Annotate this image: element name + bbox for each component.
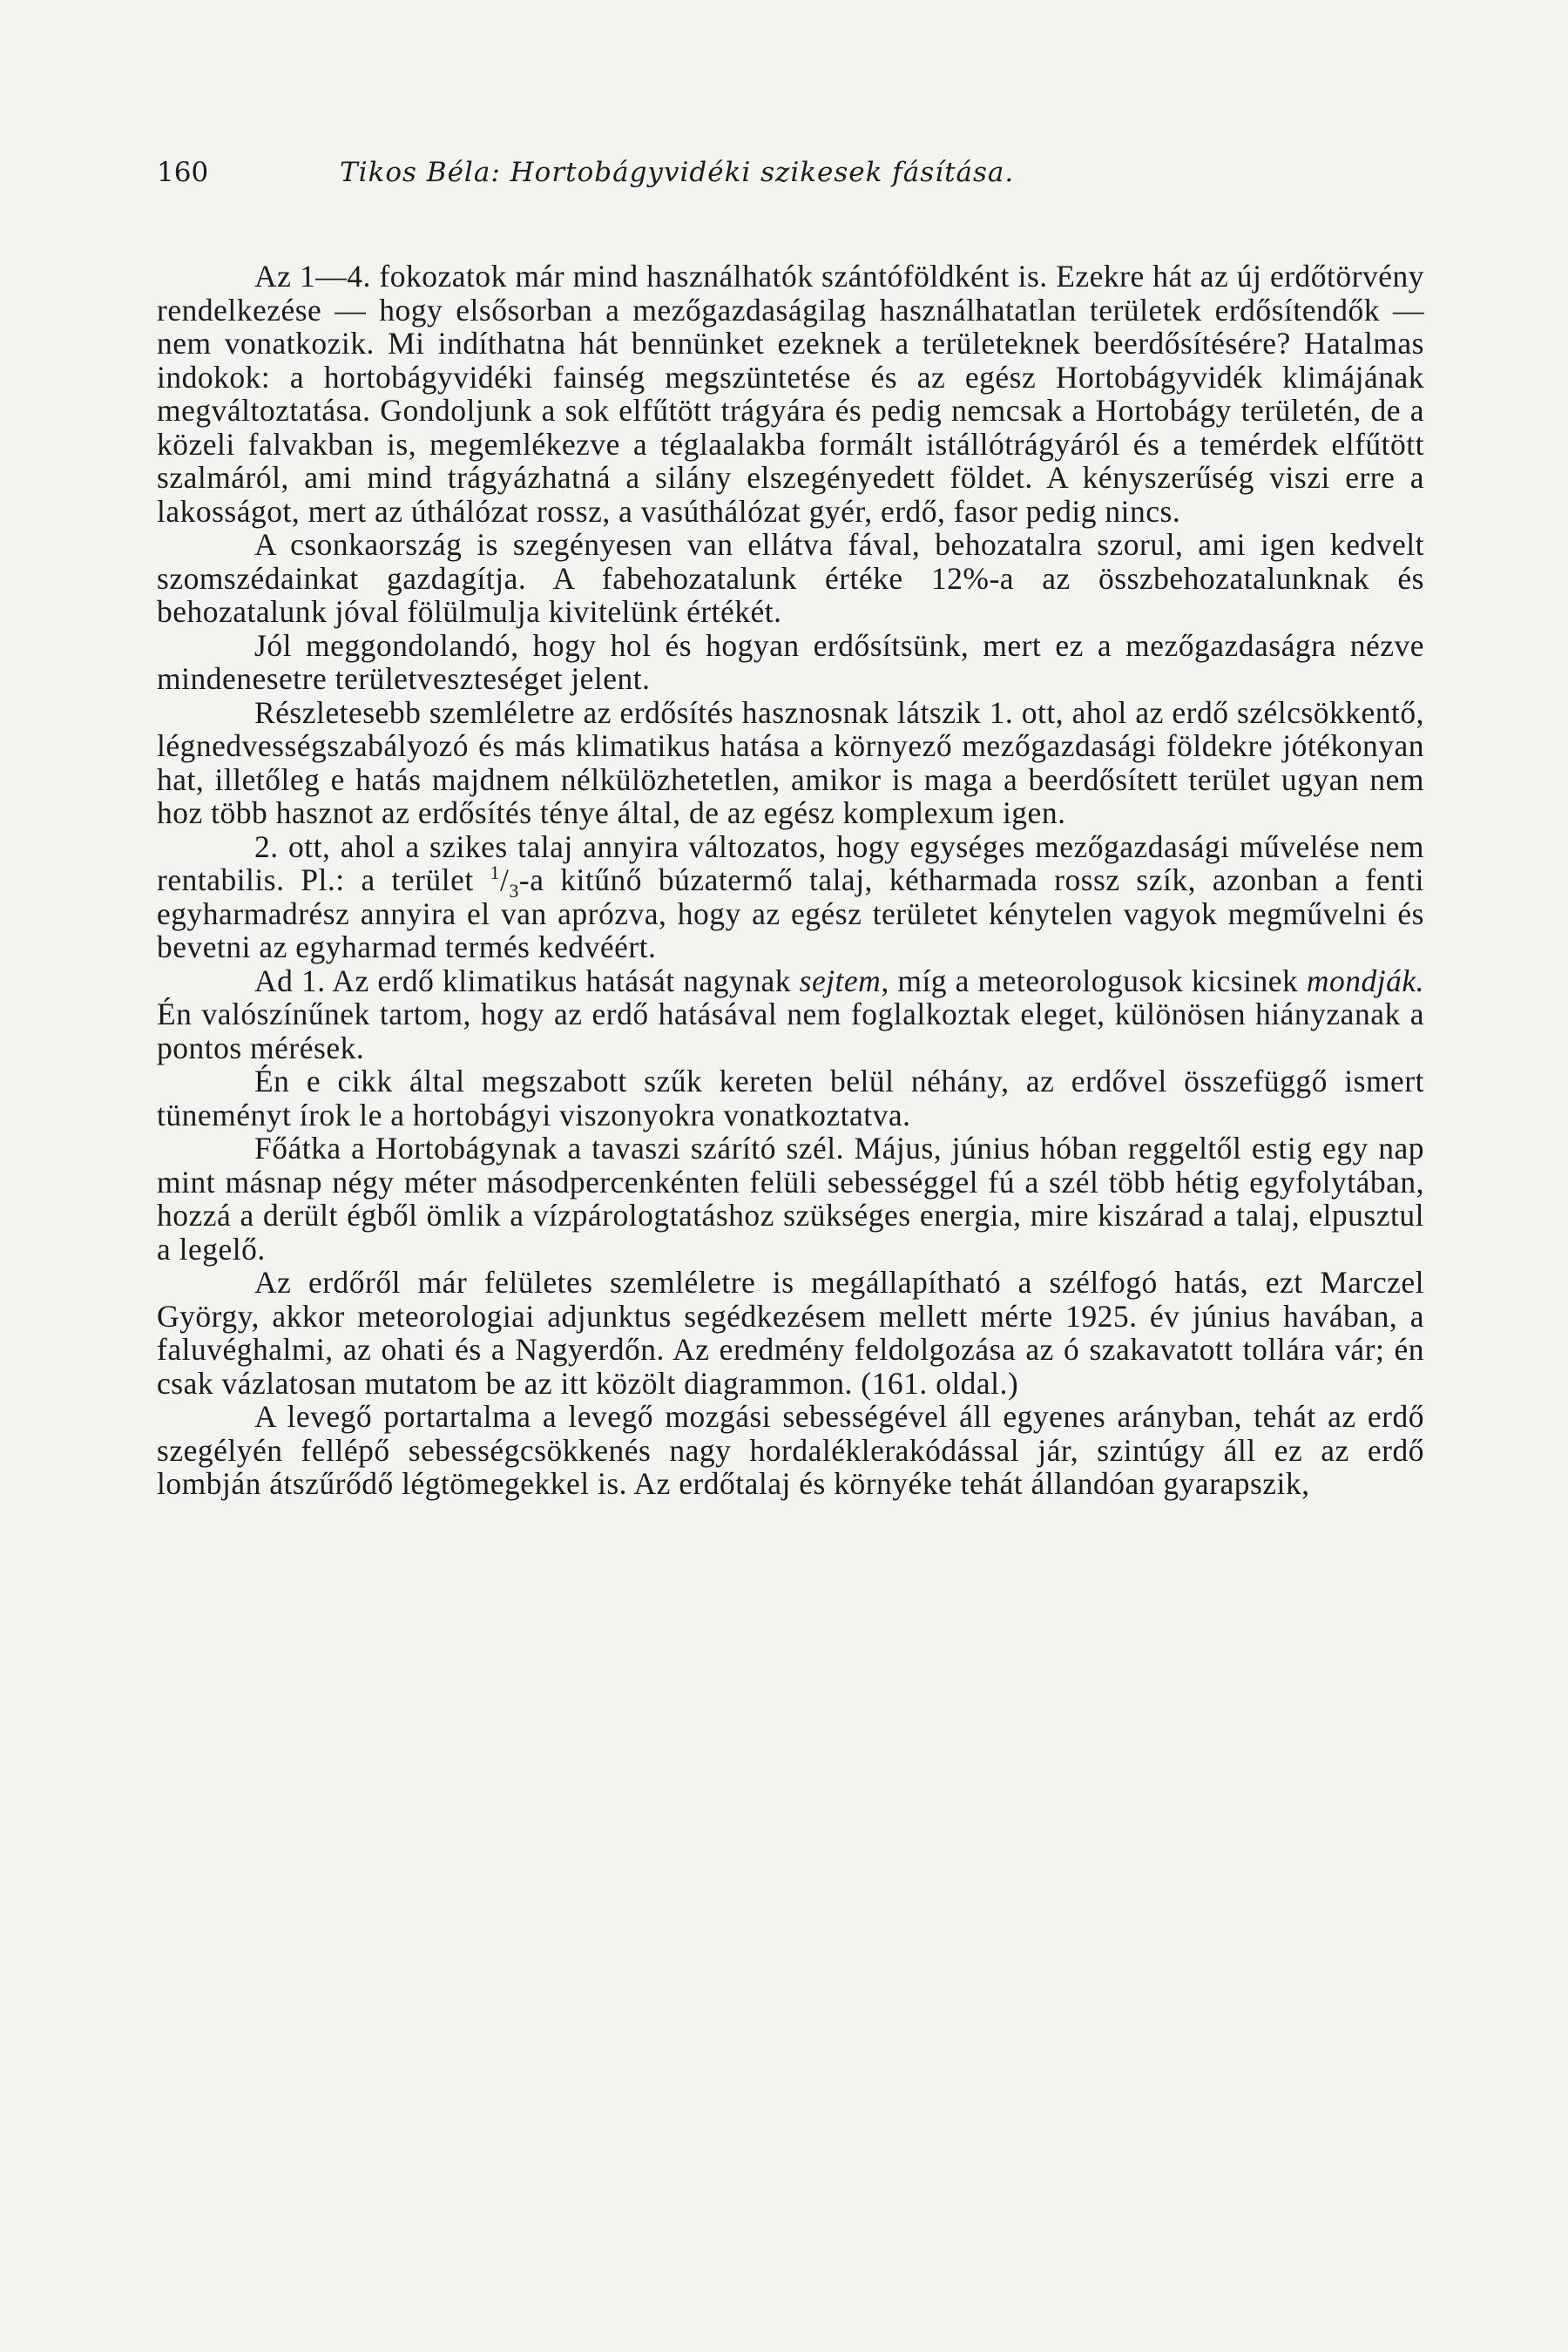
- paragraph-1: Az 1—4. fokozatok már mind használhatók szántóföldként is. Ezekre hát az új erdőtörvény rendelkezése — hogy elsősorban a mezőgazdaságilag használhatatlan területek erdősítendők — nem vonatkozik. Mi indíthatna hát bennünket ezeknek a területeknek beerdősítésére? Hatalmas indokok: a hortobágyvidéki fainség megszüntetése és az egész Hortobágyvidék klimájának megváltoztatása. Gondoljunk a sok elfűtött trágyára és pedig nemcsak a Hortobágy területén, de a közeli falvakban is, megemlékezve a téglaalakba formált istállótrágyáról és a temérdek elfűtött szalmáról, ami mind trágyázhatná a silány elszegényedett földet. A kényszerűség viszi erre a lakosságot, mert az úthálózat rossz, a vasúthálózat gyér, erdő, fasor pedig nincs.: [157, 259, 1424, 529]
- paragraph-9: Az erdőről már felületes szemléletre is megállapítható a szélfogó hatás, ezt Marczel György, akkor meteorologiai adjunktus segédkezésem mellett mérte 1925. év június havában, a faluvéghalmi, az ohati és a Nagyerdőn. Az eredmény feldolgozása az ó szakavatott tollára vár; én csak vázlatosan mutatom be az itt közölt diagrammon. (161. oldal.): [157, 1265, 1424, 1401]
- paragraph-6-text-a: Ad 1. Az erdő klimatikus hatását nagynak: [254, 963, 800, 998]
- paragraph-4: Részletesebb szemléletre az erdősítés hasznosnak látszik 1. ott, ahol az erdő szélcsökkentő, légnedvességszabályozó és más klimatikus hatása a környező mezőgazdasági földekre jótékonyan hat, illetőleg e hatás majdnem nélkülözhetetlen, amikor is maga a beerdősített terület ugyan nem hoz több hasznot az erdősítés ténye által, de az egész komplexum igen.: [157, 694, 1424, 830]
- paragraph-3: Jól meggondolandó, hogy hol és hogyan erdősítsünk, mert ez a mezőgazdaságra nézve mindenesetre területveszteséget jelent.: [157, 627, 1424, 696]
- page-number: 160: [157, 157, 209, 188]
- paragraph-6-text-c: Én valószínűnek tartom, hogy az erdő hatásával nem foglalkoztak eleget, különösen hiányzanak a pontos mérések.: [157, 997, 1424, 1065]
- italic-word-sejtem: sejtem,: [799, 963, 889, 998]
- paragraph-8: Főátka a Hortobágynak a tavaszi szárító szél. Május, június hóban reggeltől estig egy nap mint másnap négy méter másodpercenkénten felüli sebességgel fú a szél több hétig egyfolytában, hozzá a derült égből ömlik a vízpárologtatáshoz szükséges energia, mire kiszárad a talaj, elpusztul a legelő.: [157, 1131, 1424, 1267]
- fraction-numerator: 1: [490, 862, 501, 884]
- page-header: [157, 157, 1424, 209]
- paragraph-10: A levegő portartalma a levegő mozgási sebességével áll egyenes arányban, tehát az erdő szegélyén fellépő sebességcsökkenés nagy hordaléklerakódással jár, szintúgy áll ez az erdő lombján átszűrődő légtömegekkel is. Az erdőtalaj és környéke tehát állandóan gyarapszik,: [157, 1399, 1424, 1501]
- paragraph-6-text-b: míg a meteorologusok kicsinek: [889, 963, 1307, 998]
- body-text: [157, 260, 1424, 1501]
- paragraph-5-text-a: 2. ott, ahol a szikes talaj annyira változatos, hogy egységes mezőgazdasági művelése nem rentabilis. Pl.: a terület: [157, 828, 1424, 897]
- paragraph-5-text-b: -a kitűnő búzatermő talaj, kétharmada rossz szík, azonban a fenti egyharmadrész annyira el van aprózva, hogy az egész területet kénytelen vagyok megművelni és bevetni az egyharmad termés kedvéért.: [157, 862, 1424, 964]
- fraction-denominator: 3: [509, 880, 519, 902]
- paragraph-7: Én e cikk által megszabott szűk kereten belül néhány, az erdővel összefüggő ismert tüneményt írok le a hortobágyi viszonyokra vonatkoztatva.: [157, 1064, 1424, 1132]
- paragraph-5: 2. ott, ahol a szikes talaj annyira változatos, hogy egységes mezőgazdasági művelése nem rentabilis. Pl.: a terület $^1/_3-a$ kitűnő búzatermő talaj, kétharmada rossz szík, azonban a fenti egyharmadrész annyira el van aprózva, hogy az egész területet kénytelen vagyok megművelni és bevetni az egyharmad termés kedvéért.: [157, 828, 1424, 964]
- italic-word-mondjak: mondják.: [1306, 963, 1424, 998]
- document-page: [157, 157, 1424, 1501]
- paragraph-6: [157, 964, 1424, 1065]
- paragraph-2: A csonkaország is szegényesen van ellátva fával, behozatalra szorul, ami igen kedvelt szomszédainkat gazdagítja. A fabehozatalunk értéke 12%-a az összbehozatalunknak és behozatalunk jóval fölülmulja kivitelünk értékét.: [157, 527, 1424, 629]
- running-title: Tikos Béla: Hortobágyvidéki szikesek fásítása.: [340, 157, 1015, 188]
